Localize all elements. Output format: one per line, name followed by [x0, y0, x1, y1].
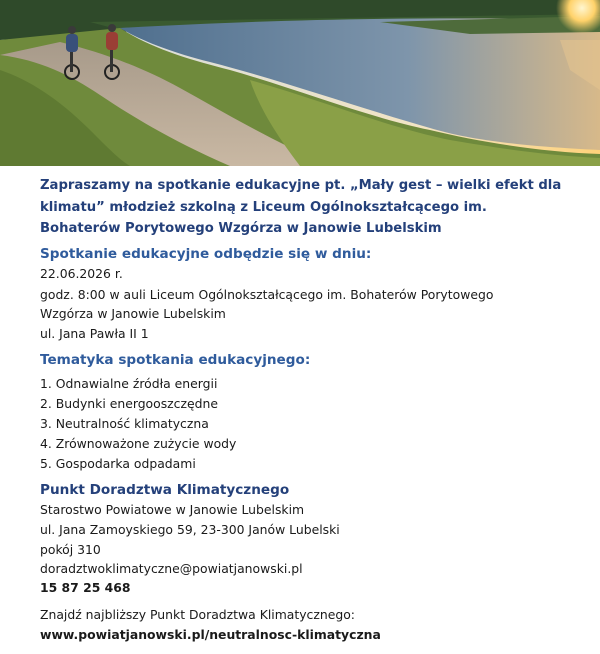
lake-cyclists-illustration	[0, 0, 600, 166]
contact-email[interactable]: doradztwoklimatyczne@powiatjanowski.pl	[40, 561, 303, 576]
topic-item: 4. Zrównoważone zużycie wody	[40, 436, 237, 451]
contact-room: pokój 310	[40, 542, 101, 557]
topic-item: 2. Budynki energooszczędne	[40, 396, 218, 411]
meeting-address: ul. Jana Pawła II 1	[40, 326, 149, 341]
meeting-time-place-1: godz. 8:00 w auli Liceum Ogólnokształcącego im. Bohaterów Porytowego	[40, 287, 494, 302]
topics-heading: Tematyka spotkania edukacyjnego:	[40, 352, 311, 368]
meeting-date: 22.06.2026 r.	[40, 266, 123, 281]
find-text: Znajdź najbliższy Punkt Doradztwa Klimatycznego:	[40, 607, 355, 622]
contact-heading: Punkt Doradztwa Klimatycznego	[40, 482, 290, 498]
intro-text: Zapraszamy na spotkanie edukacyjne pt. „Mały gest – wielki efekt dla klimatu” młodzież szkolną z Liceum Ogólnokształcącego im. Bohaterów Porytowego Wzgórza w Janowie Lubelskim	[40, 178, 562, 236]
contact-address: ul. Jana Zamoyskiego 59, 23-300 Janów Lubelski	[40, 522, 340, 537]
topic-item: 1. Odnawialne źródła energii	[40, 376, 218, 391]
topic-item: 5. Gospodarka odpadami	[40, 456, 196, 471]
meeting-heading: Spotkanie edukacyjne odbędzie się w dniu:	[40, 246, 372, 262]
contact-org: Starostwo Powiatowe w Janowie Lubelskim	[40, 502, 305, 517]
website-link[interactable]: www.powiatjanowski.pl/neutralnosc-klimatyczna	[40, 627, 381, 642]
meeting-time-place-2: Wzgórza w Janowie Lubelskim	[40, 306, 226, 321]
hero-photo	[0, 0, 600, 166]
contact-phone: 15 87 25 468	[40, 580, 131, 595]
topic-item: 3. Neutralność klimatyczna	[40, 416, 209, 431]
